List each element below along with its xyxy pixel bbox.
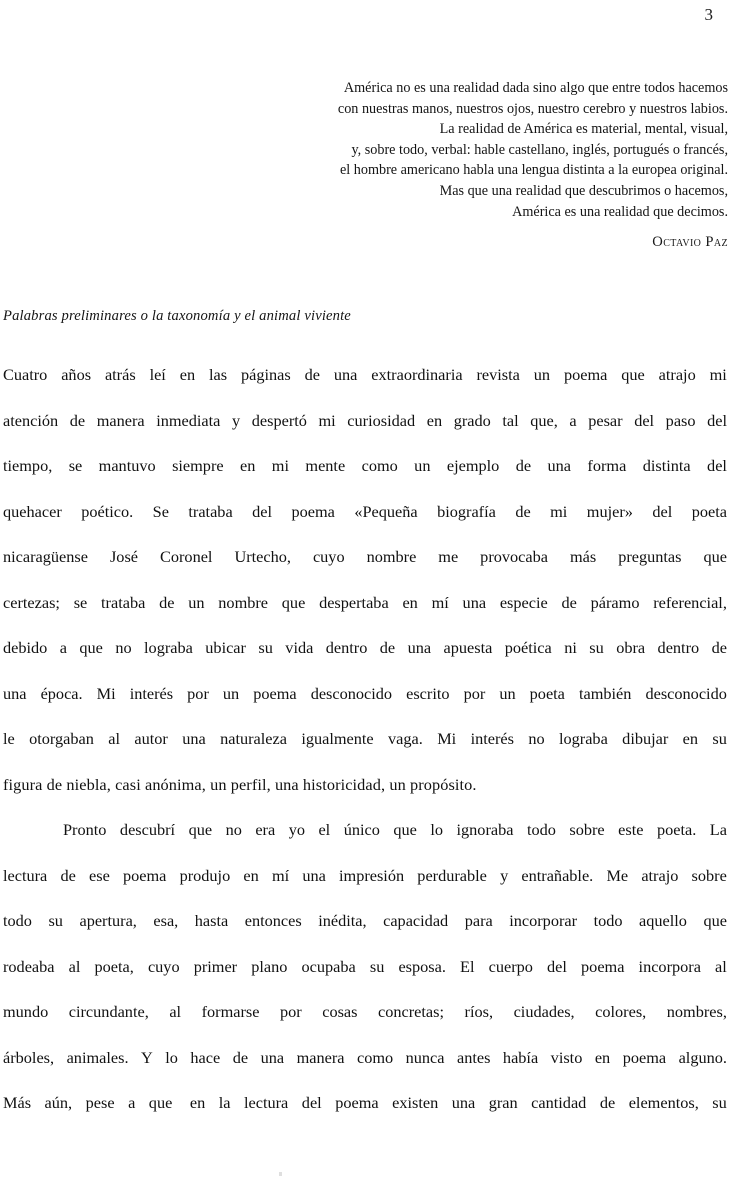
body-word: una xyxy=(462,592,487,612)
epigraph-line: América es una realidad que decimos. xyxy=(512,203,728,220)
body-word: ocupaba xyxy=(301,956,356,976)
epigraph-line: y, sobre todo, verbal: hable castellano, inglés, portugués o francés, xyxy=(351,141,728,158)
body-word: mente xyxy=(305,456,346,475)
body-word: del xyxy=(707,456,727,475)
body-word: una xyxy=(260,1047,285,1067)
body-word: cuyo xyxy=(312,547,345,566)
body-word: las xyxy=(209,365,228,384)
body-word: ubicar xyxy=(205,638,246,657)
body-word: de xyxy=(515,456,532,475)
body-word: poema xyxy=(122,865,167,885)
epigraph-line: La realidad de América es material, mental, visual, xyxy=(439,121,728,138)
body-word: interés xyxy=(470,729,514,748)
epigraph-line: el hombre americano habla una lengua distinta a la europea original. xyxy=(339,162,728,179)
epigraph-line: América no es una realidad dada sino algo que entre todos hacemos xyxy=(343,80,728,96)
body-line xyxy=(3,443,727,489)
body-line xyxy=(3,807,727,853)
body-word: Me xyxy=(606,865,629,885)
body-word: ignoraba xyxy=(456,820,514,839)
body-word: otorgaban xyxy=(29,729,94,748)
body-word: una xyxy=(182,729,206,748)
body-word: páramo xyxy=(590,592,640,612)
body-word: cosas xyxy=(322,1002,358,1021)
body-word: que, xyxy=(530,410,558,430)
body-word: años xyxy=(61,365,92,384)
body-word: del xyxy=(634,410,655,430)
body-word: Coronel xyxy=(160,547,213,566)
body-word: manera xyxy=(296,1047,345,1067)
body-word: apuesta xyxy=(443,638,493,657)
body-word: Más xyxy=(3,1093,32,1112)
body-word: en xyxy=(402,592,418,612)
body-word: se xyxy=(68,456,83,475)
body-line xyxy=(3,534,727,580)
body-word: primer xyxy=(193,956,238,976)
body-word: «Pequeña xyxy=(354,501,418,521)
body-word: de xyxy=(304,365,320,384)
body-word: circundante, xyxy=(68,1002,149,1021)
body-line xyxy=(3,671,727,717)
body-word: que xyxy=(703,911,727,930)
body-word: pesar xyxy=(588,410,623,430)
body-word: del xyxy=(652,501,673,521)
body-word: gran xyxy=(488,1093,518,1112)
body-word: obra xyxy=(616,638,646,657)
body-word: atrás xyxy=(104,365,136,384)
body-word: se xyxy=(73,592,88,612)
body-line xyxy=(3,1080,727,1126)
body-word: ejemplo xyxy=(446,456,500,475)
body-word: mundo xyxy=(3,1002,49,1021)
body-word: lectura xyxy=(3,865,48,885)
body-word: en xyxy=(243,865,259,885)
body-word: autor xyxy=(134,729,168,748)
body-word: especie xyxy=(499,592,548,612)
body-word: Cuatro xyxy=(3,365,48,384)
body-word: de xyxy=(515,501,531,521)
epigraph-line: con nuestras manos, nuestros ojos, nuestro cerebro y nuestros labios. xyxy=(337,100,728,117)
body-word: de xyxy=(159,592,175,612)
body-word: cantidad xyxy=(531,1093,587,1112)
body-word: una xyxy=(333,365,358,384)
body-word: le xyxy=(3,729,15,748)
body-word: para xyxy=(464,911,493,930)
body-text xyxy=(3,352,727,1126)
body-word: mujer» xyxy=(586,501,633,521)
body-word: lo xyxy=(430,820,444,839)
body-word: revista xyxy=(476,365,520,384)
body-word: su xyxy=(589,638,604,657)
body-word: al xyxy=(715,956,727,976)
body-line xyxy=(3,853,727,899)
body-word: provocaba xyxy=(480,547,548,566)
body-word: concretas; xyxy=(378,1002,445,1021)
body-word: cuerpo xyxy=(488,956,533,976)
body-line xyxy=(3,716,727,762)
body-word: alguno. xyxy=(678,1047,727,1067)
body-word: por xyxy=(187,683,209,703)
body-word: vaga. xyxy=(388,729,423,748)
body-word: desconocido xyxy=(645,683,727,703)
body-word: formarse xyxy=(201,1002,260,1021)
body-word: despertaba xyxy=(319,592,389,612)
body-word: forma xyxy=(587,456,627,475)
body-word: nombres, xyxy=(666,1002,727,1021)
body-word: de xyxy=(60,865,76,885)
body-word: poeta. xyxy=(656,820,697,839)
body-word: una xyxy=(451,1093,476,1112)
body-word: más xyxy=(569,547,597,566)
body-word: en xyxy=(179,365,196,384)
body-word: había xyxy=(502,1047,539,1067)
body-word: ni xyxy=(564,638,577,657)
body-line xyxy=(3,489,727,535)
body-word: ciudades, xyxy=(513,1002,575,1021)
body-word: poema xyxy=(563,365,608,384)
body-word: y xyxy=(232,410,241,430)
body-word: naturaleza xyxy=(220,729,287,748)
body-word: antes xyxy=(456,1047,491,1067)
body-word: hasta xyxy=(194,911,229,930)
body-word: poema xyxy=(581,956,625,976)
body-word: grado xyxy=(453,410,491,430)
body-word: un xyxy=(188,592,205,612)
body-word: mí xyxy=(431,592,449,612)
section-subtitle: Palabras preliminares o la taxonomía y el animal viviente xyxy=(3,308,351,324)
body-word: de xyxy=(599,1093,616,1112)
body-word: como xyxy=(356,1047,394,1067)
body-line: figura de niebla, casi anónima, un perfil, una historicidad, un propósito. xyxy=(3,774,477,794)
body-word: extraordinaria xyxy=(371,365,463,384)
body-word: mí xyxy=(271,865,290,885)
body-word: y xyxy=(500,865,509,885)
body-word: por xyxy=(279,1002,302,1021)
epigraph-line: Mas que una realidad que descubrimos o hacemos, xyxy=(439,182,728,199)
body-word: Mi xyxy=(437,729,457,748)
body-word: referencial, xyxy=(653,592,727,612)
body-line xyxy=(3,625,727,671)
body-word: plano xyxy=(251,956,288,976)
body-word: impresión xyxy=(339,865,405,885)
body-word: al xyxy=(169,1002,182,1021)
body-line xyxy=(3,944,727,990)
body-word: a xyxy=(128,1093,136,1112)
body-word: inmediata xyxy=(156,410,221,430)
body-word: mi xyxy=(318,410,336,430)
body-word: poeta xyxy=(691,501,727,521)
body-word: hace xyxy=(190,1047,221,1067)
body-word: del xyxy=(547,956,567,976)
body-word: lograba xyxy=(558,729,608,748)
body-word: aquello xyxy=(639,911,687,930)
body-word: como xyxy=(361,456,398,475)
body-word: poema xyxy=(253,683,297,703)
body-word: tal xyxy=(502,410,519,430)
body-word: desconocido xyxy=(310,683,393,703)
body-word: entrañable. xyxy=(521,865,594,885)
body-word: inédita, xyxy=(318,911,367,930)
body-word: biografía xyxy=(437,501,496,521)
body-word: no xyxy=(225,820,242,839)
body-word: del xyxy=(252,501,273,521)
body-word: El xyxy=(460,956,475,976)
body-word: sobre xyxy=(691,865,727,885)
body-word: una xyxy=(407,638,432,657)
body-word: atrajo xyxy=(658,365,696,384)
body-word: su xyxy=(712,729,727,748)
body-word: me xyxy=(438,547,459,566)
body-word: que xyxy=(621,365,645,384)
body-word: escrito xyxy=(406,683,450,703)
body-word: todo xyxy=(3,911,32,930)
body-word: mi xyxy=(709,365,727,384)
body-word: único xyxy=(343,820,380,839)
body-word: un xyxy=(414,456,431,475)
body-word: poeta xyxy=(529,683,565,703)
body-word: era xyxy=(255,820,276,839)
body-word: que xyxy=(79,638,103,657)
body-word: existen xyxy=(392,1093,439,1112)
body-line xyxy=(3,898,727,944)
body-word: mantuvo xyxy=(98,456,156,475)
body-word: al xyxy=(108,729,121,748)
body-word: por xyxy=(463,683,486,703)
body-word: quehacer xyxy=(3,501,62,521)
body-word: apertura, xyxy=(79,911,137,930)
body-word: poeta, xyxy=(94,956,134,976)
body-word: que xyxy=(281,592,306,612)
body-word: en xyxy=(185,1093,206,1112)
body-word: al xyxy=(68,956,81,976)
body-word: nunca xyxy=(405,1047,445,1067)
body-word: mi xyxy=(271,456,289,475)
body-word: en xyxy=(594,1047,611,1067)
body-word: yo xyxy=(288,820,305,839)
body-word: poema xyxy=(335,1093,379,1112)
body-word: vida xyxy=(285,638,314,657)
body-word: colores, xyxy=(595,1002,647,1021)
body-word: lo xyxy=(165,1047,178,1067)
body-word: paso xyxy=(665,410,696,430)
body-word: todo xyxy=(593,911,623,930)
body-word: interés xyxy=(129,683,174,703)
body-word: debido xyxy=(3,638,48,657)
body-word: que xyxy=(188,820,213,839)
body-word: La xyxy=(709,820,727,839)
body-word: pese xyxy=(85,1093,115,1112)
body-word: Urtecho, xyxy=(234,547,291,566)
body-word: sobre xyxy=(569,820,605,839)
body-word: visto xyxy=(550,1047,583,1067)
body-word: su xyxy=(258,638,273,657)
body-word: poética xyxy=(504,638,552,657)
body-word: poema xyxy=(291,501,335,521)
body-word: lectura xyxy=(244,1093,289,1112)
body-word: poético. xyxy=(81,501,134,521)
body-word: todo xyxy=(526,820,556,839)
body-word: certezas; xyxy=(3,592,60,612)
body-line xyxy=(3,1035,727,1081)
body-line xyxy=(3,989,727,1035)
body-word: perdurable xyxy=(417,865,487,885)
body-word: de xyxy=(711,638,727,657)
body-word: en xyxy=(240,456,256,475)
body-word: preguntas xyxy=(618,547,682,566)
body-word: un xyxy=(499,683,516,703)
body-word: su xyxy=(712,1093,727,1112)
body-word: no xyxy=(115,638,132,657)
body-word: incorporar xyxy=(509,911,578,930)
body-line xyxy=(3,352,727,398)
body-word: su xyxy=(48,911,63,930)
body-word: también xyxy=(578,683,632,703)
body-word: páginas xyxy=(240,365,291,384)
epigraph-attribution: Octavio Paz xyxy=(652,234,728,250)
body-word: en xyxy=(682,729,699,748)
body-word: este xyxy=(618,820,644,839)
body-word: mi xyxy=(550,501,568,521)
body-word: aún, xyxy=(44,1093,73,1112)
body-word: nicaragüense xyxy=(3,547,88,566)
body-word: que xyxy=(703,547,727,566)
body-word: cuyo xyxy=(147,956,180,976)
body-word: dibujar xyxy=(622,729,669,748)
body-word: Y xyxy=(141,1047,153,1067)
body-word: del xyxy=(301,1093,322,1112)
body-word: atrajo xyxy=(641,865,679,885)
body-word: de xyxy=(232,1047,249,1067)
body-word: árboles, xyxy=(3,1047,55,1067)
body-word: nombre xyxy=(366,547,417,566)
body-word: animales. xyxy=(66,1047,129,1067)
body-word: produjo xyxy=(179,865,231,885)
body-word: ese xyxy=(89,865,110,885)
body-word: leí xyxy=(149,365,166,384)
body-word: igualmente xyxy=(301,729,374,748)
body-word: curiosidad xyxy=(347,410,416,430)
body-word: distinta xyxy=(642,456,691,475)
body-word: atención xyxy=(3,410,59,430)
body-word: poema xyxy=(622,1047,667,1067)
body-line xyxy=(3,580,727,626)
body-word: de xyxy=(69,410,86,430)
body-word: siempre xyxy=(172,456,224,475)
body-line xyxy=(3,398,727,444)
epigraph-block xyxy=(150,78,728,222)
body-word: una xyxy=(302,865,326,885)
body-word: dentro xyxy=(657,638,700,657)
body-word: en xyxy=(426,410,443,430)
body-word: a xyxy=(59,638,67,657)
body-word: trataba xyxy=(188,501,233,521)
body-word: esposa. xyxy=(398,956,446,976)
body-word: época. xyxy=(40,683,83,703)
body-word: del xyxy=(707,410,727,430)
body-word: una xyxy=(3,683,27,703)
body-word: un xyxy=(222,683,240,703)
body-word: Se xyxy=(152,501,169,521)
body-word: elementos, xyxy=(628,1093,699,1112)
body-word: Pronto xyxy=(63,820,107,839)
body-word: Mi xyxy=(96,683,116,703)
body-word: nombre xyxy=(218,592,269,612)
scan-artifact xyxy=(279,1172,282,1176)
body-word: descubrí xyxy=(119,820,176,839)
body-word: rodeaba xyxy=(3,956,55,976)
body-word: de xyxy=(379,638,396,657)
body-word: que xyxy=(393,820,417,839)
body-word: a xyxy=(569,410,577,430)
body-word: no xyxy=(528,729,545,748)
body-word: capacidad xyxy=(383,911,449,930)
body-word: trataba xyxy=(101,592,146,612)
body-word: ríos, xyxy=(464,1002,494,1021)
body-word: despertó xyxy=(251,410,307,430)
body-word: incorpora xyxy=(638,956,701,976)
body-word: lograba xyxy=(144,638,193,657)
body-word: su xyxy=(369,956,385,976)
body-word: el xyxy=(318,820,331,839)
body-word: dentro xyxy=(325,638,368,657)
page-number: 3 xyxy=(704,5,713,24)
body-word: manera xyxy=(96,410,145,430)
body-word: de xyxy=(561,592,577,612)
body-word: un xyxy=(533,365,551,384)
body-word: entonces xyxy=(244,911,302,930)
body-word: que xyxy=(148,1093,173,1112)
body-word: tiempo, xyxy=(3,456,53,475)
body-word: la xyxy=(218,1093,231,1112)
body-word: José xyxy=(109,547,139,566)
body-word: una xyxy=(547,456,572,475)
body-word: esa, xyxy=(153,911,179,930)
